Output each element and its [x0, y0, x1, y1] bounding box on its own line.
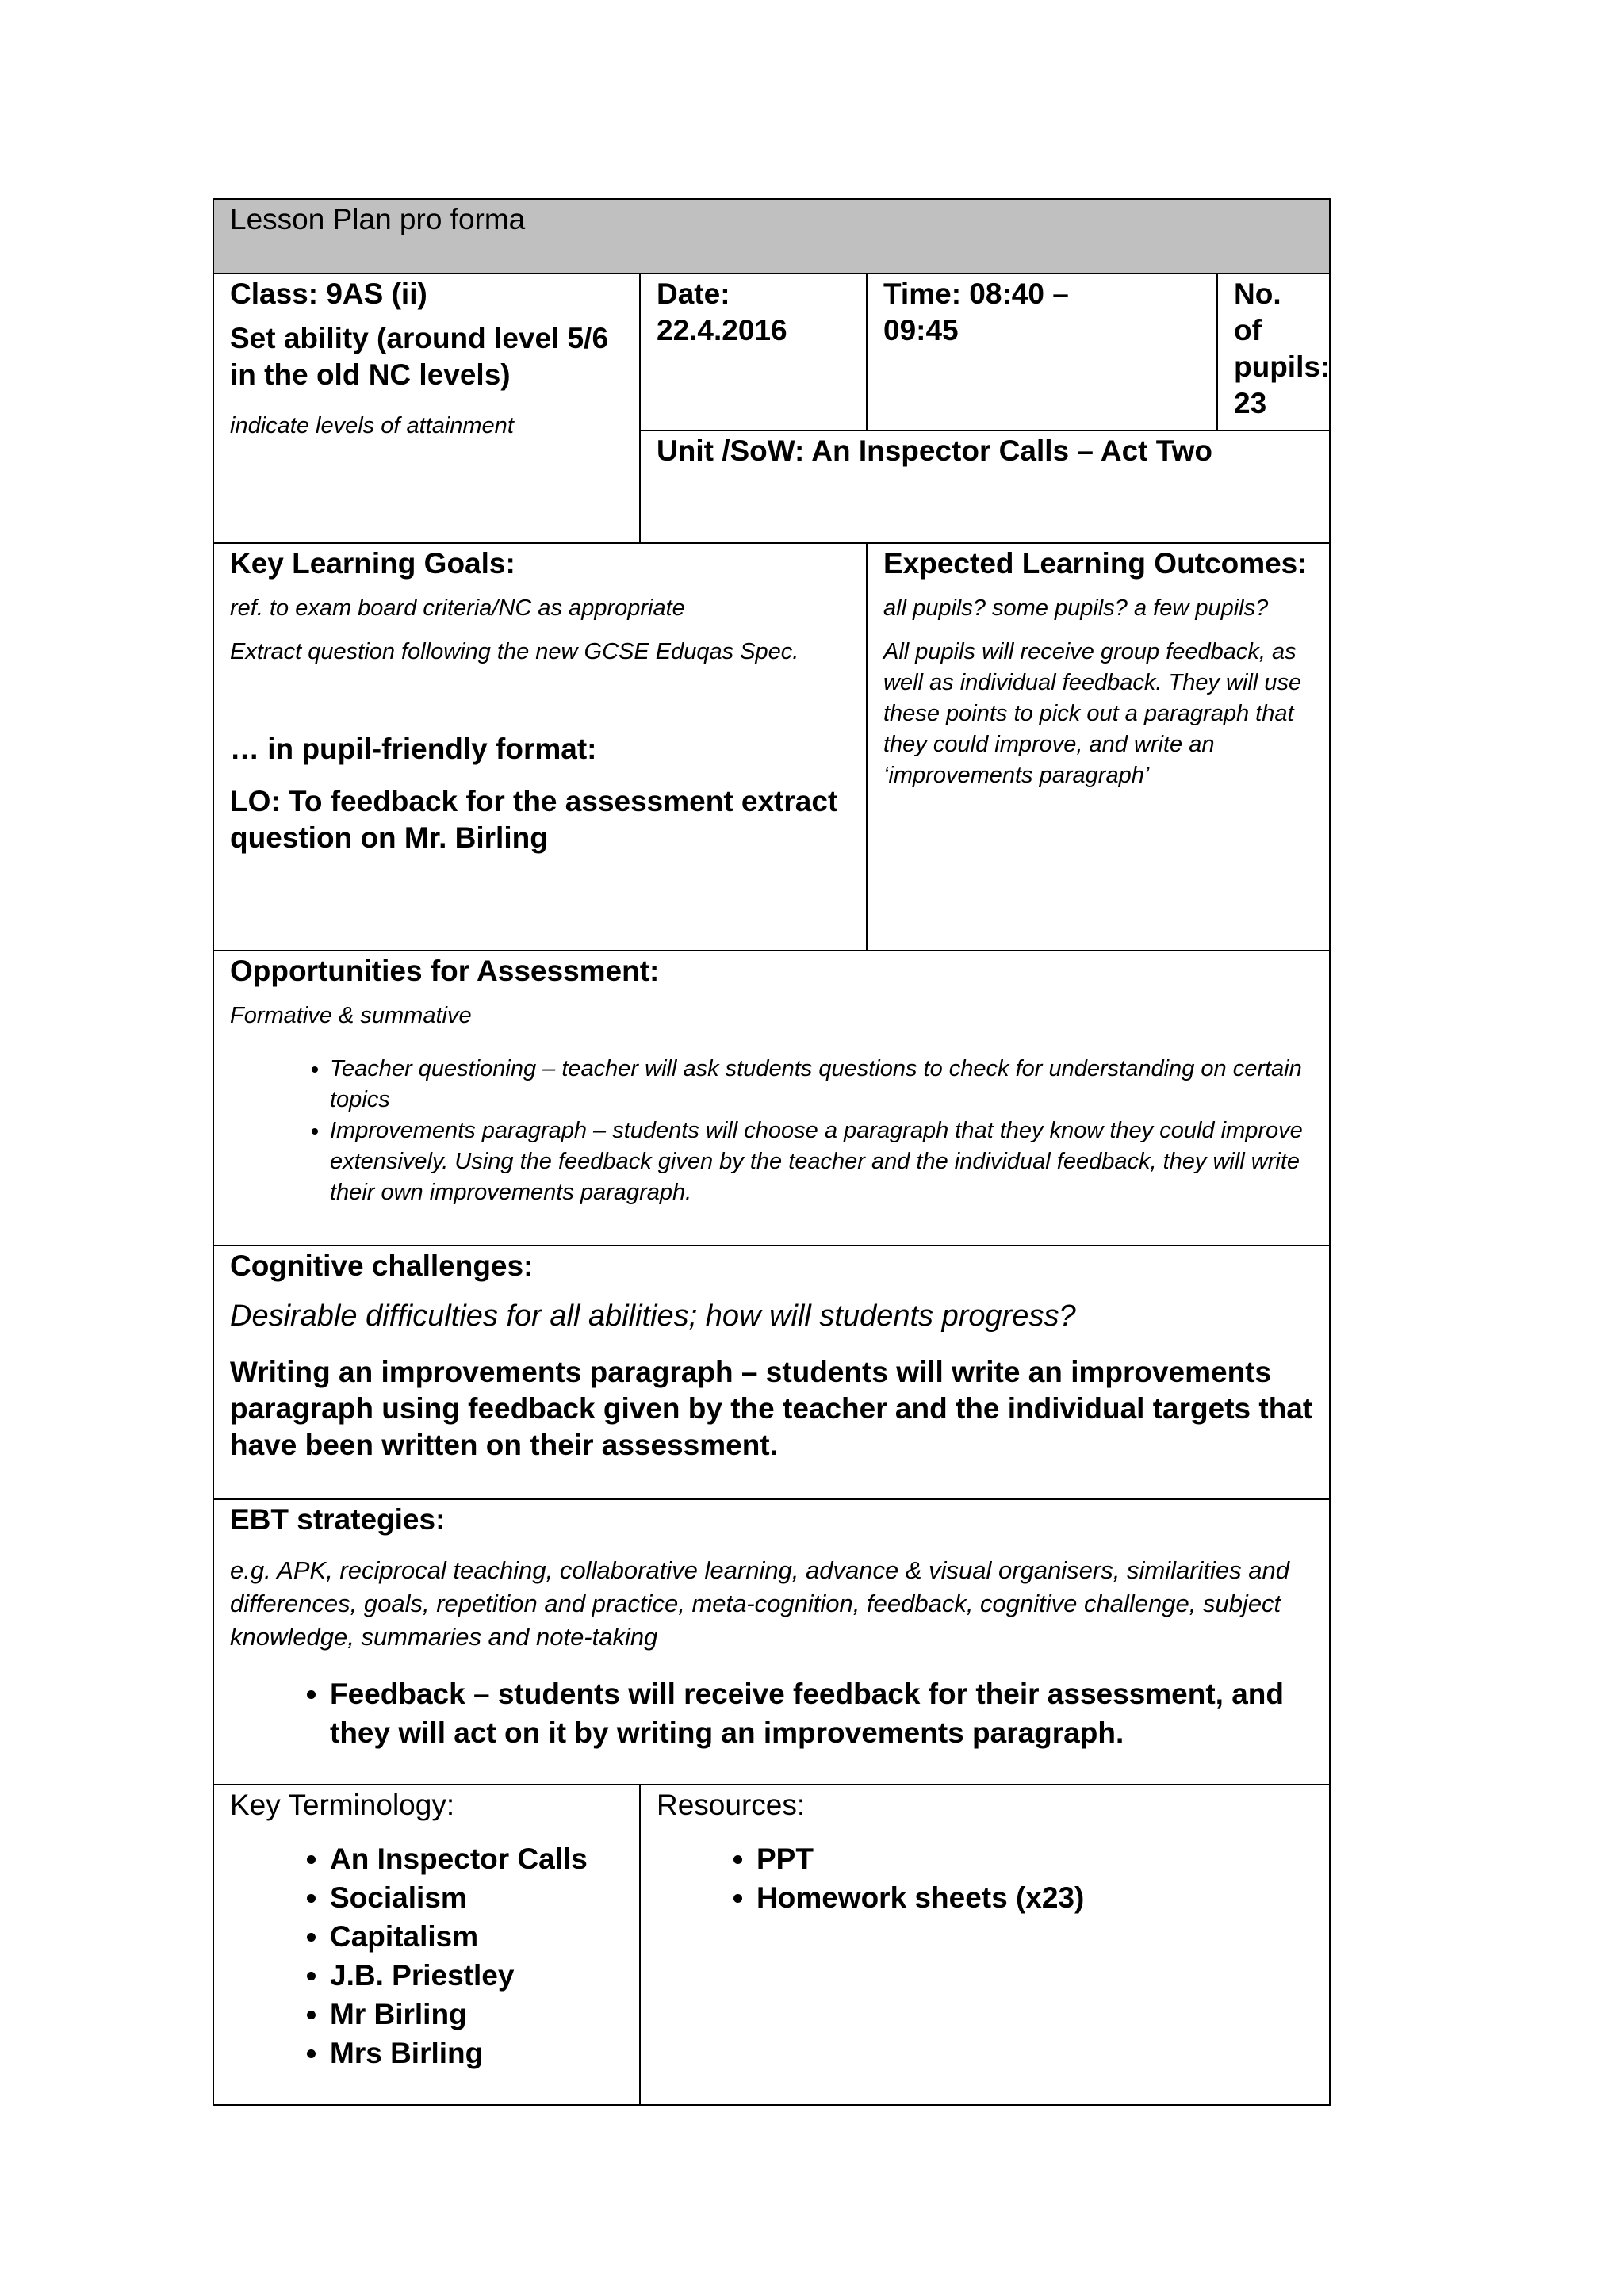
date-cell — [640, 274, 867, 430]
class-cell — [213, 274, 640, 543]
resources-list — [657, 1839, 1315, 1917]
list-item: • Capitalism — [330, 1917, 625, 1956]
key-goals-cell — [213, 543, 867, 951]
list-item: • PPT — [756, 1839, 1315, 1878]
lesson-plan-sheet — [213, 198, 1329, 2106]
time-cell — [867, 274, 1217, 430]
attainment-note: indicate levels of attainment — [230, 413, 514, 438]
assessment-subtitle: Formative & summative — [230, 1003, 472, 1028]
outcomes-cell — [867, 543, 1330, 951]
ebt-heading: EBT strategies: — [230, 1503, 446, 1536]
lesson-plan-table — [213, 198, 1331, 2106]
ebt-list — [230, 1674, 1315, 1752]
learning-objective: LO: To feedback for the assessment extract question on Mr. Birling — [230, 785, 838, 854]
unit-label: Unit /SoW: An Inspector Calls – Act Two — [657, 434, 1212, 467]
cognitive-cell — [213, 1246, 1330, 1499]
page-title: Lesson Plan pro forma — [230, 203, 526, 235]
ebt-examples: e.g. APK, reciprocal teaching, collaborative learning, advance & visual organisers, similarities and differences, goals, repetition and practice, meta-cognition, feedback, cognitive challenge, subject knowledge, summaries and note-taking — [230, 1556, 1289, 1651]
assessment-heading: Opportunities for Assessment: — [230, 955, 660, 987]
cognitive-prompt: Desirable difficulties for all abilities; how will students progress? — [230, 1299, 1076, 1333]
outcomes-heading: Expected Learning Outcomes: — [883, 547, 1308, 580]
list-item: • Mr Birling — [330, 1995, 625, 2034]
pupils-label: No. of pupils: — [1234, 277, 1331, 383]
class-label: Class: 9AS (ii) — [230, 277, 427, 310]
terminology-list — [230, 1839, 625, 2072]
list-item: • Mrs Birling — [330, 2034, 625, 2072]
assessment-cell — [213, 951, 1330, 1246]
exam-ref: ref. to exam board criteria/NC as appropriate — [230, 595, 685, 621]
assessment-list — [230, 1054, 1315, 1208]
pupil-friendly-heading: … in pupil-friendly format: — [230, 733, 597, 765]
outcomes-text: All pupils will receive group feedback, as well as individual feedback. They will use these points to pick out a paragraph that they could improve, and write an ‘improvements paragraph’ — [883, 639, 1302, 788]
list-item: • An Inspector Calls — [330, 1839, 625, 1878]
extract-question: Extract question following the new GCSE Eduqas Spec. — [230, 639, 799, 664]
list-item: • Teacher questioning – teacher will ask students questions to check for understanding on certain topics — [330, 1054, 1315, 1115]
terminology-heading: Key Terminology: — [230, 1789, 455, 1821]
ability-label: Set ability (around level 5/6 in the old NC levels) — [230, 322, 609, 391]
list-item: • J.B. Priestley — [330, 1956, 625, 1995]
cognitive-heading: Cognitive challenges: — [230, 1249, 534, 1282]
cognitive-text: Writing an improvements paragraph – students will write an improvements paragraph using feedback given by the teacher and the individual targets that have been written on their assessment. — [230, 1356, 1313, 1461]
pupils-cell — [1217, 274, 1330, 430]
time-value: 09:45 — [883, 314, 959, 346]
list-item: • Socialism — [330, 1878, 625, 1917]
list-item: • Homework sheets (x23) — [756, 1878, 1315, 1917]
ebt-cell — [213, 1499, 1330, 1785]
time-label: Time: 08:40 – — [883, 277, 1069, 310]
date-label: Date: — [657, 277, 730, 310]
resources-cell — [640, 1785, 1330, 2105]
key-goals-heading: Key Learning Goals: — [230, 547, 515, 580]
title-cell — [213, 199, 1330, 274]
outcomes-prompt: all pupils? some pupils? a few pupils? — [883, 595, 1269, 621]
date-value: 22.4.2016 — [657, 314, 787, 346]
terminology-cell — [213, 1785, 640, 2105]
pupils-value: 23 — [1234, 387, 1267, 419]
list-item: • Improvements paragraph – students will choose a paragraph that they know they could improve extensively. Using the feedback given by the teacher and the individual feedback, they will write their own improvements paragraph. — [330, 1115, 1315, 1208]
list-item: • Feedback – students will receive feedback for their assessment, and they will act on it by writing an improvements paragraph. — [330, 1674, 1315, 1752]
unit-cell — [640, 430, 1330, 543]
resources-heading: Resources: — [657, 1789, 806, 1821]
